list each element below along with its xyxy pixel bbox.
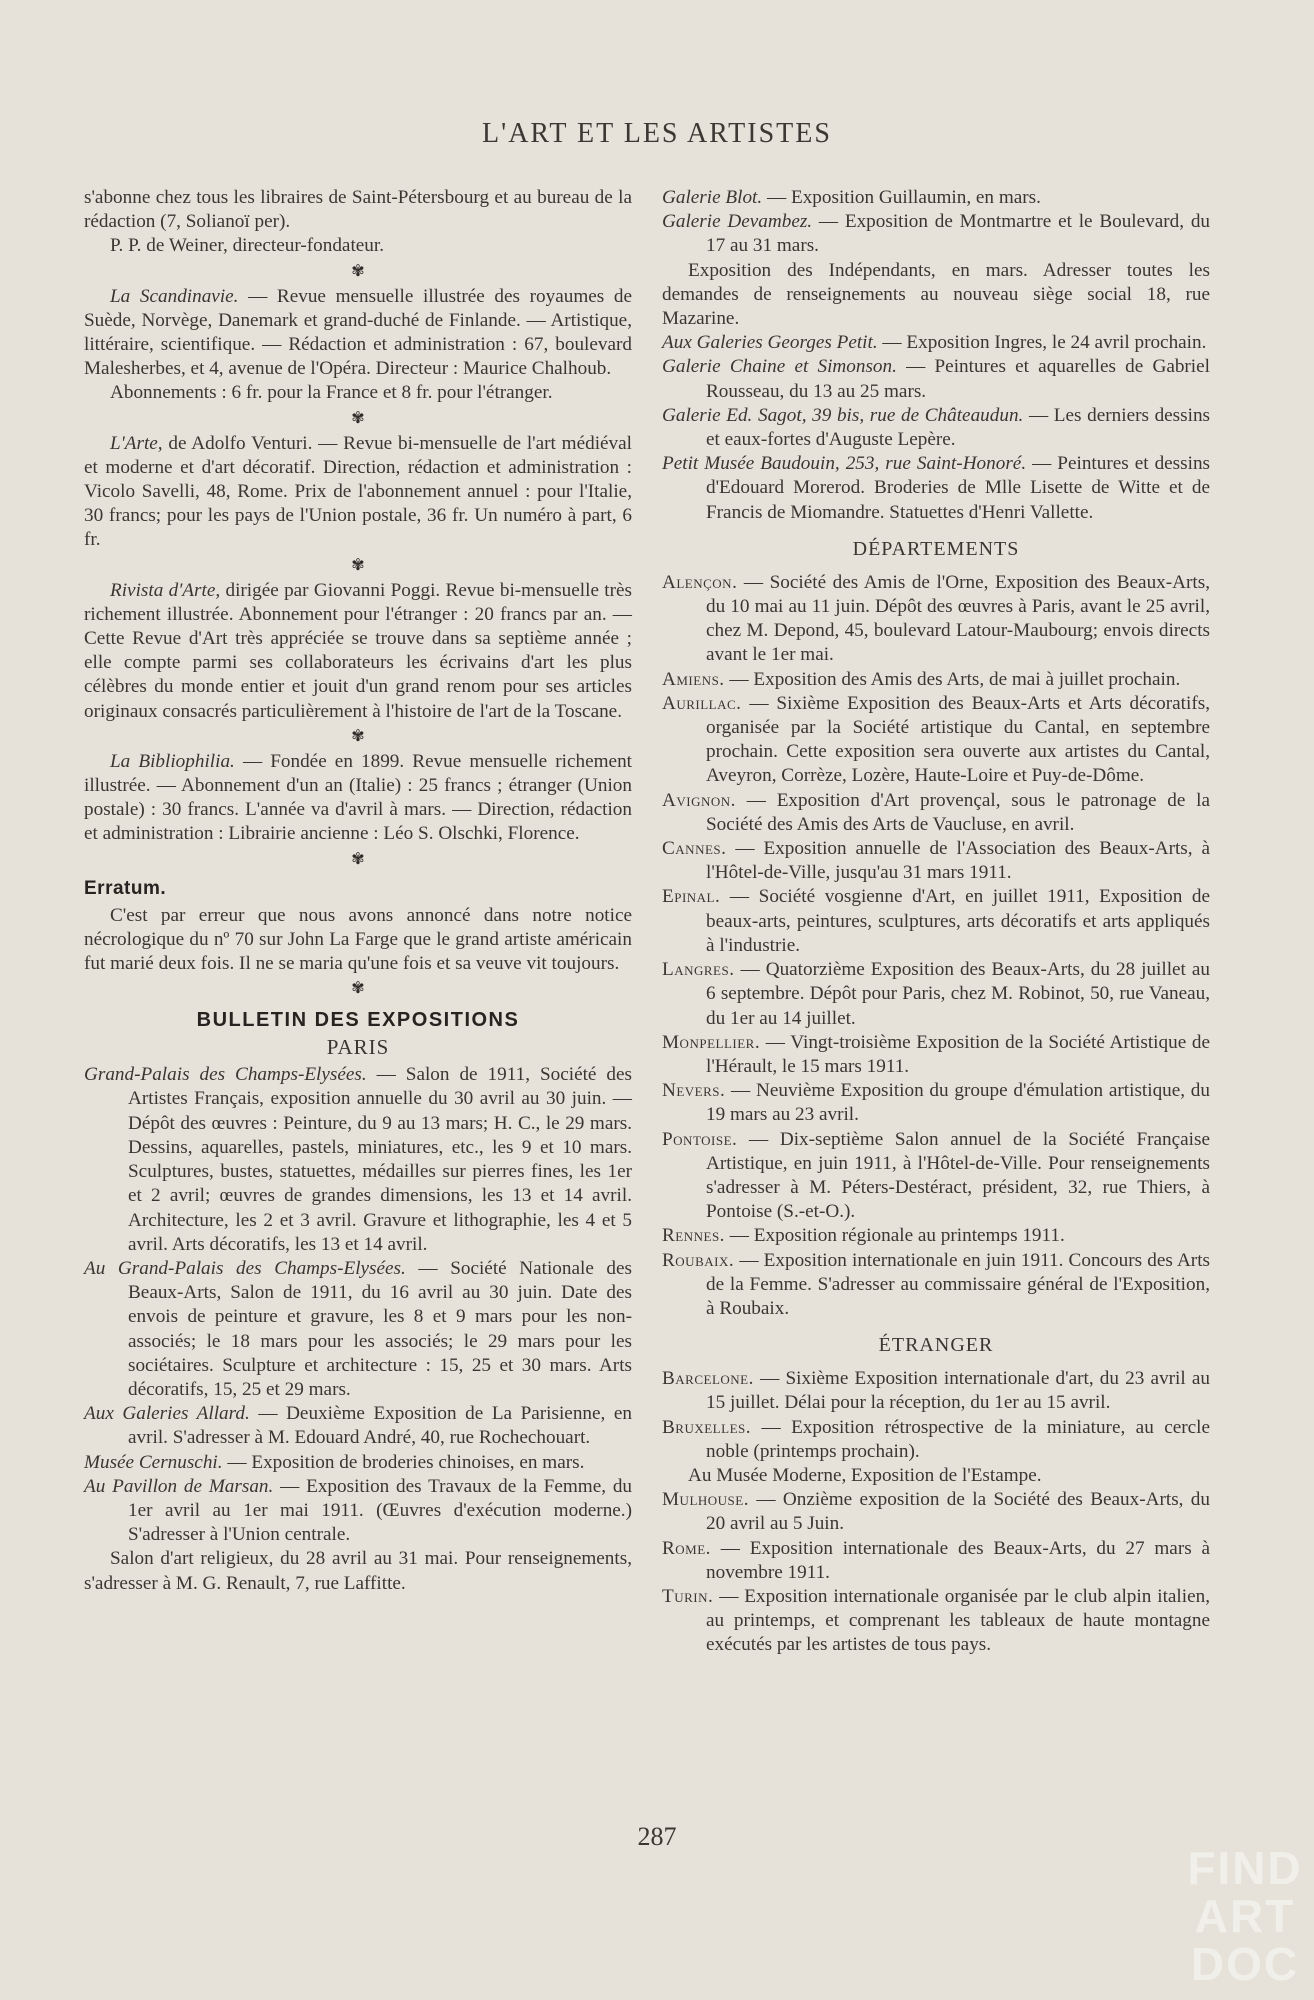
entry-name: Mulhouse. <box>662 1489 750 1511</box>
watermark-logo <box>1180 1844 1310 1988</box>
entry-name: Turin. <box>662 1585 714 1607</box>
entry-name: Galerie Chaine et Simonson. <box>662 356 897 378</box>
entry-text: — Exposition de broderies chinoises, en mars. <box>222 1451 585 1473</box>
right-column <box>662 186 1210 1658</box>
exhibition-entry <box>662 331 1210 355</box>
entry-bibliophilia <box>84 750 632 847</box>
entry-scandinavie-abonnements: Abonnements : 6 fr. pour la France et 8 fr. pour l'étranger. <box>110 382 553 404</box>
entry-text: Salon d'art religieux, du 28 avril au 31 mai. Pour renseignements, s'adresser à M. G. Renault, 7, rue Laffitte. <box>84 1548 632 1594</box>
entry-name: Alençon. <box>662 571 738 593</box>
entry-name: Aux Galeries Georges Petit. <box>662 332 878 354</box>
departement-entry <box>662 668 1210 692</box>
exhibition-entry <box>662 186 1210 210</box>
entry-text: de Adolfo Venturi. — Revue bi-mensuelle de l'art médiéval et moderne et d'art décoratif. Direction, rédaction et administration : Vicolo Savelli, 48, Rome. Prix de l'abonnement annuel : pour l'Italie, 30 francs; pour les pays de l'Union postale, 36 fr. Un numéro à part, 6 fr. <box>84 432 632 551</box>
entry-name: L'Arte, <box>110 432 163 454</box>
entry-name: Epinal. <box>662 886 721 908</box>
etranger-entry <box>662 1416 1210 1464</box>
exhibition-entry <box>84 1451 632 1475</box>
departement-entry <box>662 1079 1210 1127</box>
exhibition-entry <box>84 1547 632 1595</box>
entry-text: — Exposition rétrospective de la miniature, au cercle noble (printemps prochain). <box>706 1416 1210 1462</box>
entry-text: — Exposition des Travaux de la Femme, du 1er avril au 1er mai 1911. (Œuvres d'exécution moderne.) S'adresser à l'Union centrale. <box>128 1475 633 1546</box>
entry-text: — Neuvième Exposition du groupe d'émulation artistique, du 19 mars au 23 avril. <box>706 1080 1210 1126</box>
fleuron-ornament: ✾ <box>351 409 365 427</box>
watermark-line: ART <box>1194 1890 1296 1942</box>
entry-text: — Vingt-troisième Exposition de la Société Artistique de l'Hérault, le 15 mars 1911. <box>706 1031 1210 1077</box>
etranger-heading: ÉTRANGER <box>878 1334 994 1357</box>
entry-text: — Onzième exposition de la Société des Beaux-Arts, du 20 avril au 5 Juin. <box>706 1489 1210 1535</box>
entry-name: Galerie Blot. <box>662 187 763 208</box>
exhibition-entry <box>84 1475 632 1548</box>
entry-name: Pontoise. <box>662 1128 738 1150</box>
exhibition-entry <box>84 1257 632 1402</box>
entry-text: — Exposition Guillaumin, en mars. <box>762 187 1041 208</box>
fleuron-ornament: ✾ <box>351 262 365 280</box>
entry-text: — Exposition d'Art provençal, sous le patronage de la Société des Amis des Arts de Vaucluse, en avril. <box>706 789 1210 835</box>
paris-exhibitions-list <box>84 1063 632 1595</box>
entry-name: Cannes. <box>662 838 727 860</box>
entry-name: Amiens. <box>662 668 725 690</box>
entry-text: — Deuxième Exposition de La Parisienne, en avril. S'adresser à M. Edouard André, 40, rue Rochechouart. <box>128 1403 632 1449</box>
entry-name: Langres. <box>662 959 735 981</box>
entry-name: Nevers. <box>662 1080 726 1102</box>
etranger-entry <box>662 1488 1210 1536</box>
entry-name: Au Pavillon de Marsan. <box>84 1475 274 1497</box>
erratum-text: C'est par erreur que nous avons annoncé dans notre notice nécrologique du nº 70 sur John La Farge que le grand artiste américain fut marié deux fois. Il ne se maria qu'une fois et sa veuve vit toujours. <box>84 904 632 975</box>
page-number: 287 <box>637 1822 677 1851</box>
entry-text: — Sixième Exposition des Beaux-Arts et Arts décoratifs, organisée par la Société artistique du Cantal, en septembre prochain. Cette exposition sera ouverte aux artistes du Cantal, Aveyron, Corrèze, Lozère, Haute-Loire et Puy-de-Dôme. <box>706 692 1210 787</box>
entry-rivista <box>84 579 632 724</box>
departement-entry <box>662 1031 1210 1079</box>
entry-text: — Société Nationale des Beaux-Arts, Salon de 1911, du 16 avril au 30 juin. Date des envois de peinture et gravure, les 8 et 9 mars pour les non-associés; le 18 mars pour les associés; le 29 mars pour les sociétaires. Sculpture et architecture : 15, 25 et 30 mars. Arts décoratifs, 15, 25 et 29 mars. <box>128 1257 633 1400</box>
running-header: L'ART ET LES ARTISTES <box>482 118 832 149</box>
entry-text: — Fondée en 1899. Revue mensuelle richement illustrée. — Abonnement d'un an (Italie) : 25 francs ; étranger (Union postale) : 30 francs. L'année va d'avril à mars. — Direction, rédaction et administration : Librairie ancienne : Léo S. Olschki, Florence. <box>84 750 632 845</box>
entry-name: Grand-Palais des Champs-Elysées. <box>84 1064 367 1086</box>
departement-entry <box>662 837 1210 885</box>
entry-text: — Exposition internationale des Beaux-Arts, du 27 mars à novembre 1911. <box>706 1537 1210 1583</box>
entry-name: La Scandinavie. <box>110 285 239 307</box>
left-column <box>84 186 632 1596</box>
departement-entry <box>662 692 1210 789</box>
entry-text: — Sixième Exposition internationale d'art, du 23 avril au 15 juillet. Délai pour la réception, du 1er au 15 avril. <box>706 1368 1210 1414</box>
departements-list <box>662 571 1210 1321</box>
etranger-list <box>662 1367 1210 1657</box>
entry-text: — Société vosgienne d'Art, en juillet 1911, Exposition de beaux-arts, peintures, sculptures, arts décoratifs et arts appliqués à l'industrie. <box>706 886 1210 956</box>
exhibition-entry <box>662 404 1210 452</box>
entry-name: La Bibliophilia. <box>110 750 235 772</box>
entry-text: Au Musée Moderne, Exposition de l'Estampe. <box>688 1464 1042 1486</box>
departement-entry <box>662 885 1210 958</box>
entry-text: — Exposition internationale en juin 1911. Concours des Arts de la Femme. S'adresser au commissaire général de l'Exposition, à Roubaix. <box>706 1249 1210 1319</box>
entry-text: — Salon de 1911, Société des Artistes Français, exposition annuelle du 30 avril au 30 juin. — Dépôt des œuvres : Peinture, du 9 au 13 mars; H. C., le 29 mars. Dessins, aquarelles, pastels, miniatures, etc., les 9 et 10 mars. Sculptures, bustes, statuettes, médailles sur pierres fines, les 1er et 2 avril; œuvres de grandes dimensions, les 13 et 14 avril. Architecture, les 2 et 3 avril. Gravure et lithographie, les 4 et 5 avril. Arts décoratifs, les 13 et 14 avril. <box>128 1064 632 1255</box>
paragraph-weiner: P. P. de Weiner, directeur-fondateur. <box>110 235 385 257</box>
entry-name: Rome. <box>662 1537 711 1559</box>
entry-text: — Quatorzième Exposition des Beaux-Arts, du 28 juillet au 6 septembre. Dépôt pour Paris, chez M. Robinot, 50, rue Vaneau, du 1er au 14 juillet. <box>706 959 1210 1029</box>
departement-entry <box>662 1224 1210 1248</box>
fleuron-ornament: ✾ <box>351 556 365 574</box>
etranger-entry <box>662 1537 1210 1585</box>
etranger-entry <box>662 1585 1210 1658</box>
entry-scandinavie <box>84 285 632 382</box>
entry-name: Aurillac. <box>662 692 742 714</box>
entry-name: Galerie Ed. Sagot, 39 bis, rue de Châteaudun. <box>662 404 1024 426</box>
departement-entry <box>662 1249 1210 1322</box>
watermark-line: FIND <box>1187 1842 1303 1894</box>
watermark-line: DOC <box>1190 1938 1300 1990</box>
departement-entry <box>662 571 1210 668</box>
fleuron-ornament: ✾ <box>351 850 365 868</box>
departements-heading: DÉPARTEMENTS <box>852 537 1020 560</box>
departement-entry <box>662 1128 1210 1225</box>
entry-text: — Peintures et dessins d'Edouard Morerod. Broderies de Mlle Lisette de Witte et de Francis de Miomandre. Statuettes d'Henri Vallette. <box>706 453 1210 523</box>
exhibition-entry <box>662 452 1210 525</box>
exhibition-entry <box>662 210 1210 258</box>
entry-text: — Exposition régionale au printemps 1911. <box>724 1225 1065 1247</box>
departement-entry <box>662 958 1210 1031</box>
bulletin-heading: BULLETIN DES EXPOSITIONS <box>196 1009 520 1032</box>
entry-text: — Société des Amis de l'Orne, Exposition des Beaux-Arts, du 10 mai au 11 juin. Dépôt des œuvres à Paris, avant le 25 avril, chez M. Depond, 45, boulevard Latour-Maubourg; envois directs avant le 1er mai. <box>706 571 1210 666</box>
erratum-heading: Erratum. <box>84 877 167 899</box>
etranger-entry <box>662 1367 1210 1415</box>
entry-text: — Exposition Ingres, le 24 avril prochain. <box>877 332 1207 354</box>
entry-text: — Les derniers dessins et eaux-fortes d'Auguste Lepère. <box>706 404 1211 451</box>
entry-name: Galerie Devambez. <box>662 211 813 233</box>
entry-arte <box>84 432 632 553</box>
entry-name: Rivista d'Arte, <box>110 579 221 601</box>
entry-name: Avignon. <box>662 789 736 811</box>
exhibition-entry <box>84 1063 632 1257</box>
entry-text: — Exposition annuelle de l'Association des Beaux-Arts, à l'Hôtel-de-Ville, jusqu'au 31 mars 1911. <box>706 838 1210 884</box>
entry-name: Petit Musée Baudouin, 253, rue Saint-Honoré. <box>662 453 1027 475</box>
entry-name: Au Grand-Palais des Champs-Elysées. <box>84 1257 406 1279</box>
entry-text: — Dix-septième Salon annuel de la Société Française Artistique, en juin 1911, à l'Hôtel-de-Ville. Pour renseignements s'adresser à M. Péters-Destéract, président, 32, rue Thiers, à Pontoise (S.-et-O.). <box>706 1128 1210 1223</box>
entry-name: Aux Galeries Allard. <box>84 1403 250 1425</box>
fleuron-ornament: ✾ <box>351 980 365 998</box>
entry-text: — Exposition internationale organisée par le club alpin italien, au printemps, et comprenant les tableaux de haute montagne exécutés par les artistes de tous pays. <box>706 1585 1210 1656</box>
exhibition-entry <box>84 1402 632 1450</box>
paragraph-saint-petersbourg: s'abonne chez tous les libraires de Saint-Pétersbourg et au bureau de la rédaction (7, Solianoï per). <box>84 187 632 233</box>
entry-name: Rennes. <box>662 1225 725 1247</box>
exhibition-entry <box>662 355 1210 403</box>
fleuron-ornament: ✾ <box>351 727 365 745</box>
entry-text: — Revue mensuelle illustrée des royaumes de Suède, Norvège, Danemark et grand-duché de Finlande. — Artistique, littéraire, scientifique. — Rédaction et administration : 67, boulevard Malesherbes, et 4, avenue de l'Opéra. Directeur : Maurice Chalhoub. <box>84 285 632 380</box>
entry-name: Monpellier. <box>662 1031 761 1053</box>
entry-text: — Exposition des Amis des Arts, de mai à juillet prochain. <box>724 668 1181 690</box>
entry-text: — Exposition de Montmartre et le Boulevard, du 17 au 31 mars. <box>706 211 1211 257</box>
departement-entry <box>662 789 1210 837</box>
entry-name: Bruxelles. <box>662 1416 752 1438</box>
paris-exhibitions-list-continued <box>662 186 1210 525</box>
exhibition-entry <box>662 259 1210 332</box>
entry-name: Barcelone. <box>662 1368 754 1390</box>
entry-name: Roubaix. <box>662 1249 735 1271</box>
entry-name: Musée Cernuschi. <box>84 1451 223 1473</box>
entry-text: dirigée par Giovanni Poggi. Revue bi-mensuelle très richement illustrée. Abonnement pour l'étranger : 20 francs par an. — Cette Revue d'Art très appréciée se trouve dans sa septième année ; elle compte parmi ses collaborateurs les écrivains d'art les plus célèbres du monde entier et jouit d'un grand renom pour ses articles originaux consacrés particulièrement à l'histoire de l'art de la Toscane. <box>84 579 632 722</box>
paris-heading: PARIS <box>326 1035 390 1060</box>
entry-text: Exposition des Indépendants, en mars. Adresser toutes les demandes de renseignements au nouveau siège social 18, rue Mazarine. <box>662 259 1210 330</box>
entry-text: — Peintures et aquarelles de Gabriel Rousseau, du 13 au 25 mars. <box>706 356 1210 402</box>
etranger-entry <box>662 1464 1210 1488</box>
